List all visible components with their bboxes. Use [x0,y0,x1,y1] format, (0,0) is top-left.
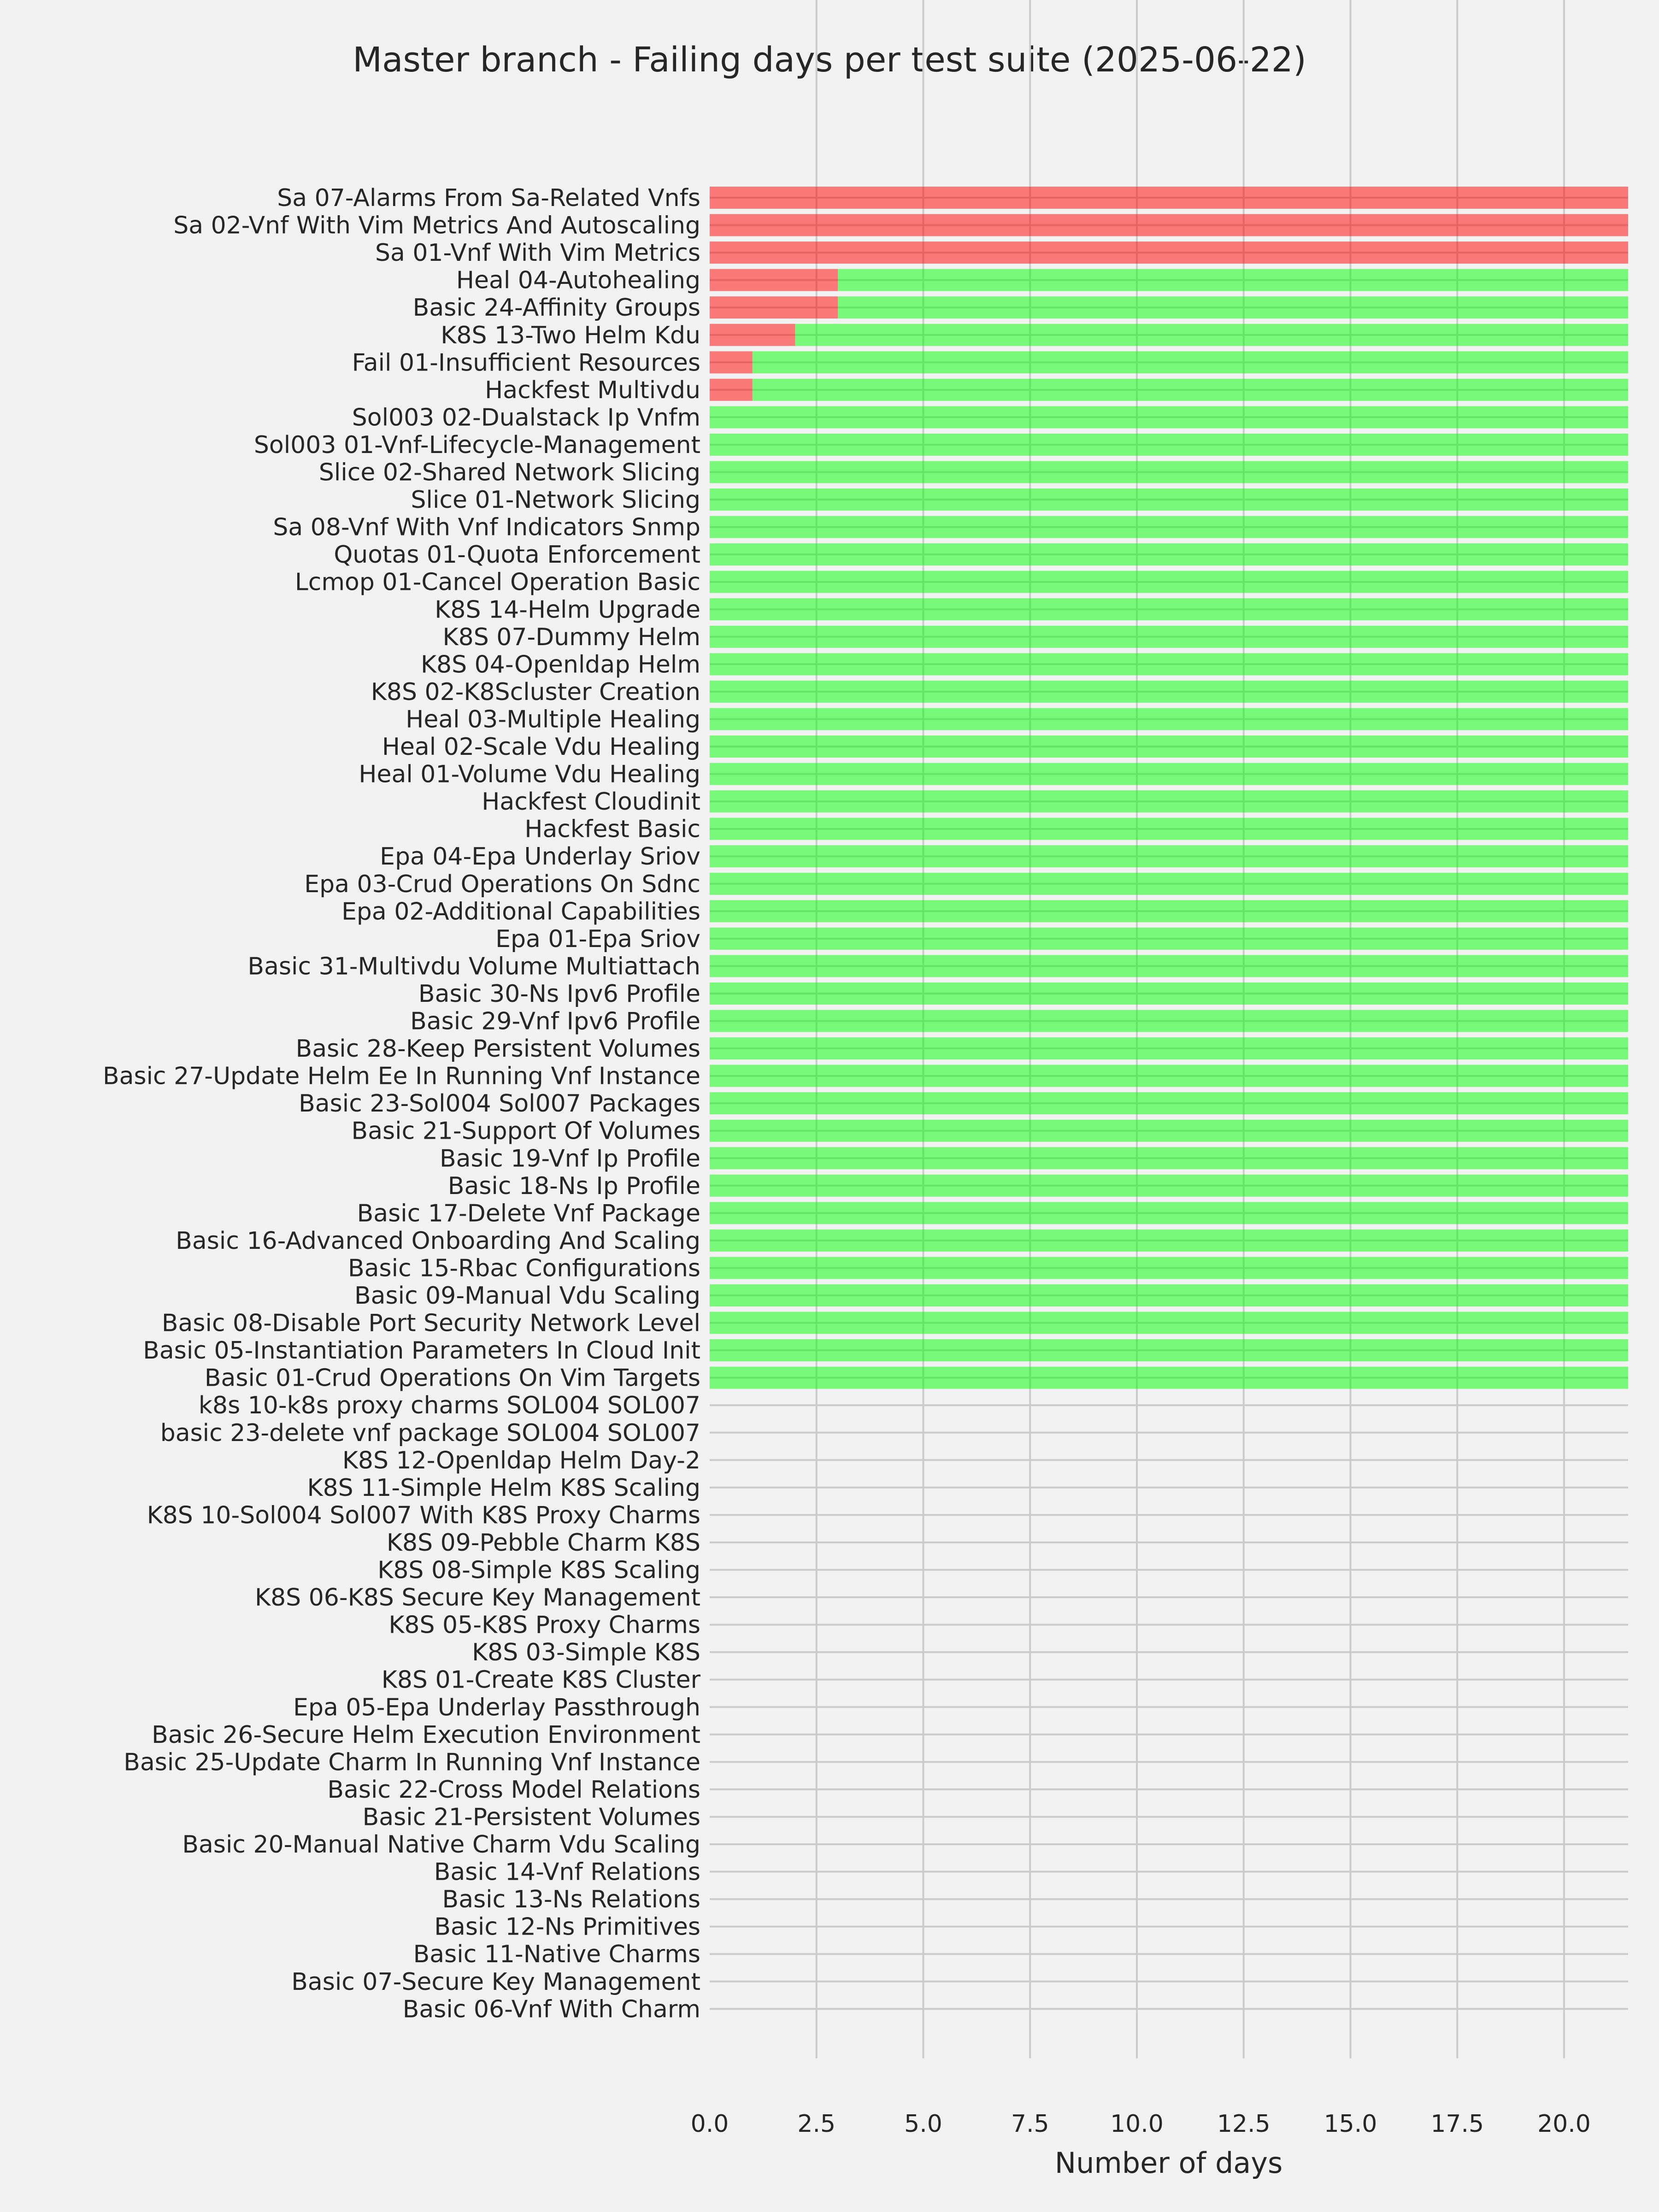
passing-days-bar [710,1010,1628,1032]
passing-days-bar [753,351,1628,373]
passing-days-bar [710,1202,1628,1224]
passing-days-bar [710,708,1628,730]
y-tick-label: Basic 31-Multivdu Volume Multiattach [247,953,700,981]
passing-days-bar [753,379,1628,401]
y-tick-label: Sol003 02-Dualstack Ip Vnfm [352,404,700,432]
y-tick-label: Basic 21-Persistent Volumes [362,1803,700,1831]
failing-days-bar [710,269,838,291]
y-tick-label: K8S 02-K8Scluster Creation [371,678,700,706]
passing-days-bar [710,790,1628,812]
y-tick-label: Sa 02-Vnf With Vim Metrics And Autoscaling [173,212,700,240]
y-tick-label: Sa 08-Vnf With Vnf Indicators Snmp [273,513,700,541]
x-tick-label: 17.5 [1430,2110,1484,2138]
y-tick-label: K8S 12-Openldap Helm Day-2 [342,1447,700,1475]
y-tick-label: Basic 19-Vnf Ip Profile [439,1145,700,1173]
passing-days-bar [710,1230,1628,1252]
failing-days-bar [710,379,753,401]
y-tick-label: Quotas 01-Quota Enforcement [334,541,700,569]
y-tick-labels [103,184,701,2023]
passing-days-bar [710,681,1628,703]
passing-days-bar [710,1312,1628,1334]
y-tick-label: K8S 11-Simple Helm K8S Scaling [307,1474,700,1502]
passing-days-bar [838,269,1628,291]
y-tick-label: K8S 06-K8S Secure Key Management [254,1584,700,1612]
y-tick-label: basic 23-delete vnf package SOL004 SOL007 [160,1419,700,1447]
passing-days-bar [710,1092,1628,1114]
y-tick-label: Basic 11-Native Charms [413,1941,700,1969]
y-tick-label: Basic 07-Secure Key Management [291,1968,700,1996]
passing-days-bar [710,653,1628,675]
passing-days-bar [710,818,1628,840]
failing-days-bar [710,351,753,373]
y-tick-label: Hackfest Basic [524,815,700,843]
passing-days-bar [710,1339,1628,1361]
y-tick-label: Basic 26-Secure Helm Execution Environment [152,1721,700,1749]
y-tick-label: Basic 28-Keep Persistent Volumes [295,1035,700,1063]
y-tick-label: Fail 01-Insufficient Resources [352,349,700,377]
passing-days-bar [710,845,1628,867]
passing-days-bar [710,626,1628,648]
passing-days-bar [710,1175,1628,1197]
y-tick-label: K8S 01-Create K8S Cluster [381,1666,700,1694]
chart-title: Master branch - Failing days per test suite (2025-06-22) [353,40,1306,80]
y-tick-label: Sa 07-Alarms From Sa-Related Vnfs [277,184,700,212]
y-tick-label: K8S 03-Simple K8S [472,1639,700,1667]
y-tick-label: Basic 30-Ns Ipv6 Profile [418,980,700,1008]
y-tick-label: K8S 08-Simple K8S Scaling [377,1556,700,1584]
x-tick-label: 12.5 [1217,2110,1271,2138]
y-tick-label: Epa 01-Epa Sriov [495,925,700,953]
y-tick-label: Basic 21-Support Of Volumes [351,1117,700,1145]
y-tick-label: Basic 23-Sol004 Sol007 Packages [299,1090,700,1118]
passing-days-bar [710,406,1628,428]
passing-days-bar [710,955,1628,977]
passing-days-bar [710,488,1628,511]
y-tick-label: K8S 07-Dummy Helm [442,623,700,651]
y-tick-label: K8S 10-Sol004 Sol007 With K8S Proxy Charms [147,1501,700,1530]
y-tick-label: Basic 14-Vnf Relations [434,1858,700,1886]
y-tick-label: Hackfest Multivdu [485,376,700,404]
y-tick-label: Basic 18-Ns Ip Profile [447,1172,700,1200]
passing-days-bar [710,1037,1628,1059]
y-tick-label: k8s 10-k8s proxy charms SOL004 SOL007 [198,1392,700,1420]
passing-days-bar [710,1065,1628,1087]
y-tick-label: Basic 20-Manual Native Charm Vdu Scaling [182,1831,700,1859]
failing-days-bar [710,187,1628,209]
y-tick-label: Basic 22-Cross Model Relations [327,1776,700,1804]
y-tick-label: Sa 01-Vnf With Vim Metrics [375,239,700,267]
y-tick-label: K8S 13-Two Helm Kdu [441,321,700,349]
y-tick-label: Heal 02-Scale Vdu Healing [382,733,700,761]
passing-days-bar [710,461,1628,483]
failing-days-bar [710,214,1628,236]
y-tick-label: K8S 09-Pebble Charm K8S [386,1529,700,1557]
y-tick-label: Basic 06-Vnf With Charm [402,1995,700,2024]
passing-days-bar [710,1367,1628,1389]
y-tick-label: Basic 24-Affinity Groups [412,294,700,322]
passing-days-bar [710,516,1628,538]
y-tick-label: Slice 01-Network Slicing [411,486,700,514]
y-tick-label: Epa 05-Epa Underlay Passthrough [293,1694,700,1722]
failing-days-bar [710,324,795,346]
passing-days-bar [710,598,1628,620]
x-axis-label: Number of days [1054,2146,1283,2180]
passing-days-bar [710,735,1628,758]
y-tick-label: Heal 03-Multiple Healing [406,706,700,734]
y-tick-label: Basic 05-Instantiation Parameters In Cloud Init [143,1337,700,1365]
y-tick-label: Basic 13-Ns Relations [442,1886,700,1914]
y-tick-label: Heal 01-Volume Vdu Healing [359,760,700,788]
failing-days-bar [710,241,1628,264]
x-tick-label: 10.0 [1110,2110,1164,2138]
passing-days-bar [710,1257,1628,1279]
passing-days-bar [710,928,1628,950]
y-tick-label: Basic 25-Update Charm In Running Vnf Instance [124,1748,700,1777]
y-tick-label: Sol003 01-Vnf-Lifecycle-Management [253,431,700,459]
y-tick-label: Basic 17-Delete Vnf Package [357,1200,700,1228]
y-tick-label: Hackfest Cloudinit [482,788,700,816]
y-tick-label: Epa 04-Epa Underlay Sriov [380,843,700,871]
x-tick-label: 0.0 [690,2110,729,2138]
y-tick-label: Basic 08-Disable Port Security Network Level [161,1309,700,1337]
y-tick-label: K8S 14-Helm Upgrade [435,596,700,624]
passing-days-bar [710,1120,1628,1142]
x-tick-label: 5.0 [904,2110,942,2138]
passing-days-bar [710,1147,1628,1169]
passing-days-bar [838,296,1628,318]
passing-days-bar [710,1284,1628,1306]
x-tick-label: 15.0 [1324,2110,1377,2138]
y-tick-label: Basic 16-Advanced Onboarding And Scaling [176,1227,700,1255]
passing-days-bar [795,324,1628,346]
x-tick-labels [691,2110,1591,2138]
y-tick-label: Basic 15-Rbac Configurations [348,1254,700,1282]
passing-days-bar [710,571,1628,593]
x-tick-label: 2.5 [797,2110,836,2138]
y-tick-label: Basic 01-Crud Operations On Vim Targets [204,1364,700,1392]
y-tick-label: Basic 12-Ns Primitives [434,1913,700,1941]
passing-days-bar [710,982,1628,1005]
y-tick-label: Epa 03-Crud Operations On Sdnc [304,870,700,898]
bars [710,187,1628,1389]
passing-days-bar [710,543,1628,565]
y-tick-label: Basic 29-Vnf Ipv6 Profile [410,1007,700,1035]
y-tick-label: Basic 09-Manual Vdu Scaling [354,1282,700,1310]
passing-days-bar [710,434,1628,456]
y-tick-label: K8S 04-Openldap Helm [420,651,700,679]
y-tick-label: Lcmop 01-Cancel Operation Basic [294,568,700,596]
passing-days-bar [710,900,1628,922]
y-tick-label: K8S 05-K8S Proxy Charms [388,1611,700,1639]
y-tick-label: Heal 04-Autohealing [456,266,700,294]
passing-days-bar [710,763,1628,785]
x-tick-label: 20.0 [1537,2110,1591,2138]
y-tick-label: Slice 02-Shared Network Slicing [318,459,700,487]
y-tick-label: Epa 02-Additional Capabilities [341,898,700,926]
passing-days-bar [710,873,1628,895]
y-tick-label: Basic 27-Update Helm Ee In Running Vnf Instance [102,1062,700,1090]
failing-days-bar [710,296,838,318]
x-tick-label: 7.5 [1011,2110,1049,2138]
